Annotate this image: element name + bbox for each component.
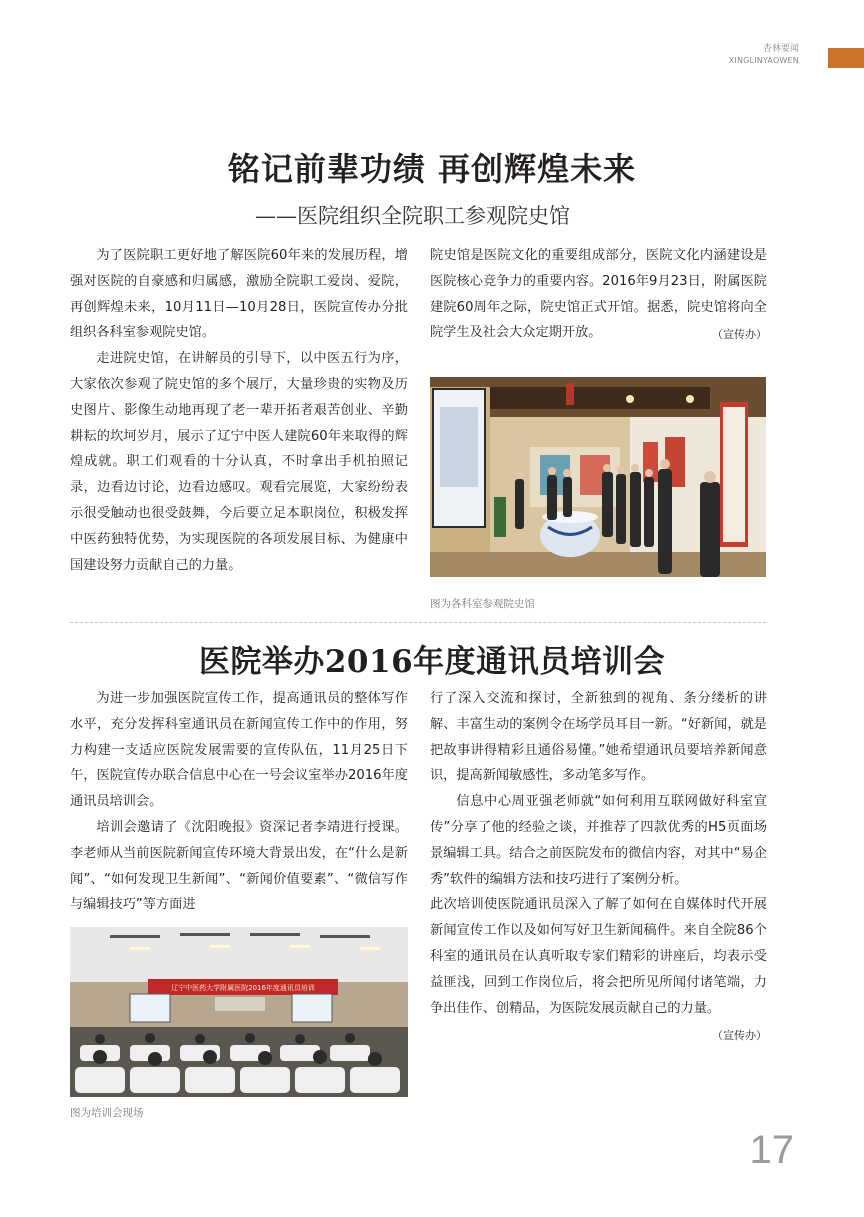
training-session-illustration: [70, 927, 408, 1097]
paragraph: 行了深入交流和探讨，全新独到的视角、条分缕析的讲解、丰富生动的案例令在场学员耳目一新。“好新闻，就是把故事讲得精彩且通俗易懂。”她希望通讯员要培养新闻意识，提高新闻敏感性，多动笔多写作。: [430, 691, 767, 784]
museum-visit-photo: [430, 377, 766, 577]
training-session-photo: [70, 927, 408, 1097]
article2-right-column: [430, 686, 767, 1049]
article2-caption: 图为培训会现场: [70, 1107, 144, 1119]
article2-left-column: [70, 686, 408, 918]
paragraph: 为了医院职工更好地了解医院60年来的发展历程，增强对医院的自豪感和归属感，激励全院职工爱岗、爱院，再创辉煌未来，10月11日—10月28日，医院宣传办分批组织各科室参观院史馆。: [70, 248, 408, 341]
section-header-en: XINGLINYAOWEN: [728, 56, 799, 65]
article1-title: 铭记前辈功绩 再创辉煌未来: [227, 150, 637, 188]
banner-text: 辽宁中医药大学附属医院2016年度通讯员培训: [171, 984, 315, 992]
page-number: 17: [749, 1128, 794, 1172]
article1-right-column: [430, 243, 767, 348]
paragraph: 此次培训使医院通讯员深入了解了如何在自媒体时代开展新闻宣传工作以及如何写好卫生新闻稿件。来自全院86个科室的通讯员在认真听取专家们精彩的讲座后，均表示受益匪浅，回到工作岗位后，将会把所见所闻付诸笔端，力争出佳作、创精品，为医院发展贡献自己的力量。: [430, 897, 767, 1016]
article2-credit: （宣传办）: [712, 1029, 767, 1043]
paragraph: 为进一步加强医院宣传工作，提高通讯员的整体写作水平，充分发挥科室通讯员在新闻宣传工作中的作用，努力构建一支适应医院发展需要的宣传队伍，11月25日下午，医院宣传办联合信息中心在一号会议室举办2016年度通讯员培训会。: [70, 691, 408, 810]
paragraph: 走进院史馆，在讲解员的引导下，以中医五行为序，大家依次参观了院史馆的多个展厅，大量珍贵的实物及历史图片、影像生动地再现了老一辈开拓者艰苦创业、辛勤耕耘的坎坷岁月，展示了辽宁中医人建院60年来取得的辉煌成就。职工们观看的十分认真，不时拿出手机拍照记录，边看边讨论，边看边感叹。观看完展览，大家纷纷表示很受触动也很受鼓舞，今后要立足本职岗位，积极发挥中医药独特优势，为实现医院的各项发展目标、为健康中国建设努力贡献自己的力量。: [70, 351, 408, 573]
section-divider: [70, 622, 766, 623]
museum-visit-illustration: [430, 377, 766, 577]
paragraph: 培训会邀请了《沈阳晚报》资深记者李靖进行授课。李老师从当前医院新闻宣传环境大背景出发，在“什么是新闻”、“如何发现卫生新闻”、“新闻价值要素”、“微信写作与编辑技巧”等方面进: [70, 819, 408, 913]
article1-subtitle: ——医院组织全院职工参观院史馆: [255, 204, 570, 228]
section-header: [729, 44, 799, 66]
article1-left-column: [70, 243, 408, 578]
article2-title: 医院举办2016年度通讯员培训会: [198, 644, 666, 680]
section-header-cn: 杏林要闻: [762, 44, 799, 54]
section-tab-marker: [828, 48, 864, 68]
paragraph: 院史馆是医院文化的重要组成部分，医院文化内涵建设是医院核心竞争力的重要内容。2016年9月23日，附属医院建院60周年之际，院史馆正式开馆。据悉，院史馆将向全院学生及社会大众定期开放。: [430, 248, 767, 341]
article1-credit: （宣传办）: [712, 328, 767, 342]
paragraph: 信息中心周亚强老师就“如何利用互联网做好科室宣传”分享了他的经验之谈，并推荐了四款优秀的H5页面场景编辑工具。结合之前医院发布的微信内容，对其中“易企秀”软件的编辑方法和技巧进行了案例分析。: [430, 794, 767, 887]
article1-caption: 图为各科室参观院史馆: [430, 598, 535, 610]
